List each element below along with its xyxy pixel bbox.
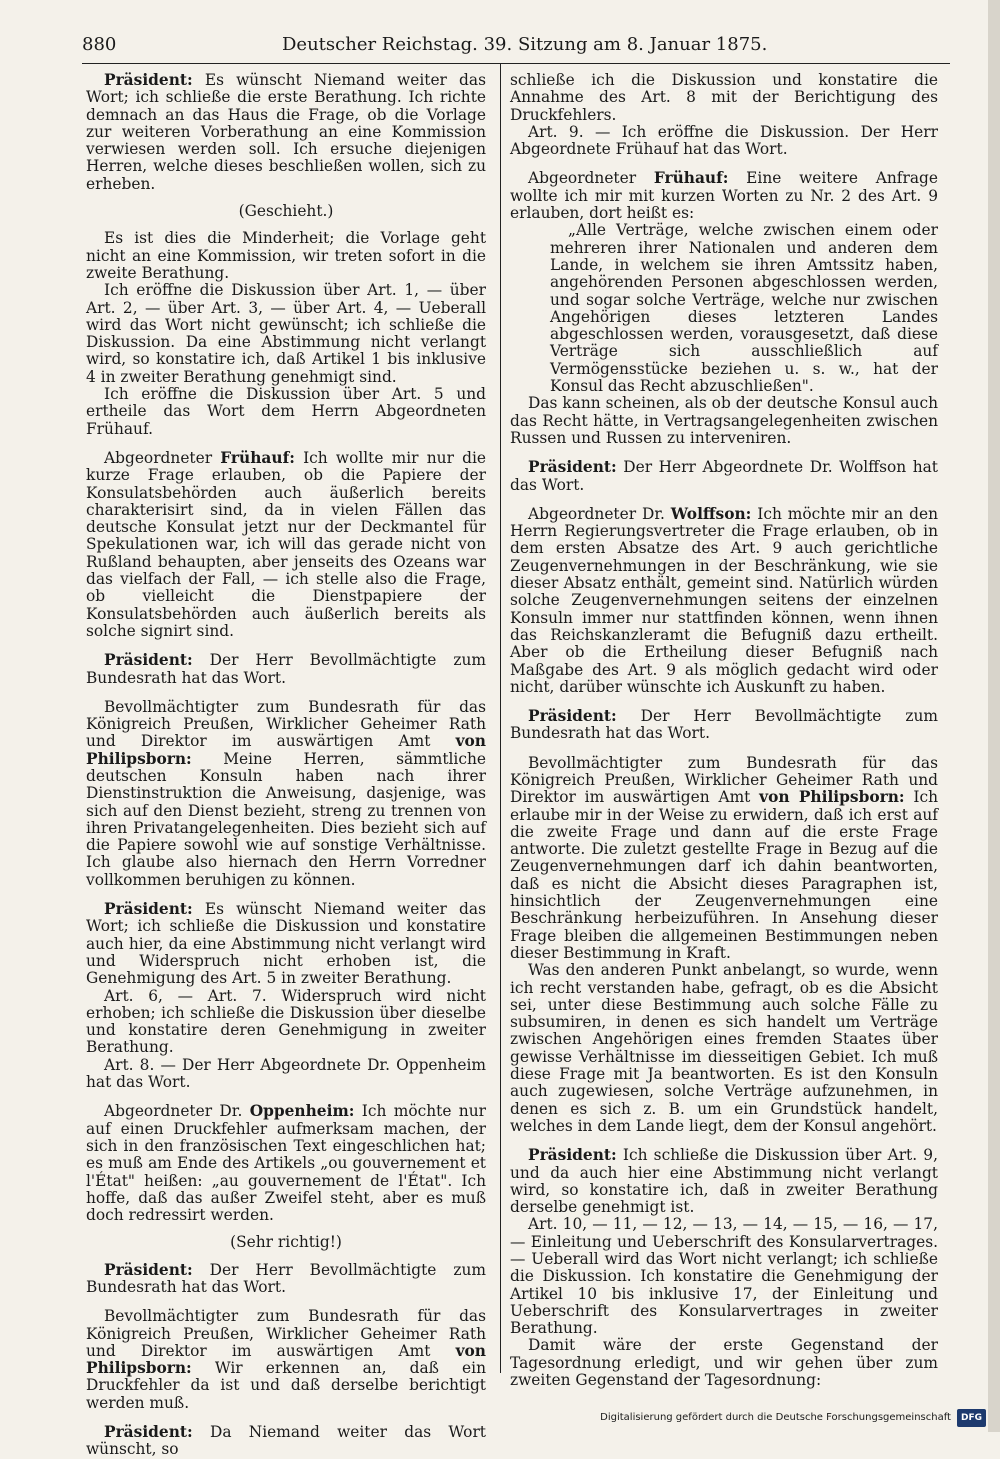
right-column	[510, 72, 938, 1389]
paragraph: Es ist dies die Minderheit; die Vorlage geht nicht an eine Kommission, wir treten sofort in die zweite Berathung.	[86, 229, 486, 282]
paragraph: Ich eröffne die Diskussion über Art. 1, — über Art. 2, — über Art. 3, — über Art. 4, — Ueberall wird das Wort nicht gewünscht; ich schließe die Diskussion. Da eine Abstimmung nicht verlangt wird, so konstatire ich, daß Artikel 1 bis inklusive 4 in zweiter Berathung genehmigt sind.	[86, 281, 486, 386]
paragraph: Präsident: Der Herr Bevollmächtigte zum Bundesrath hat das Wort.	[510, 707, 938, 743]
paragraph: Präsident: Ich schließe die Diskussion über Art. 9, und da auch hier eine Abstimmung nicht verlangt wird, so konstatire ich, daß in zweiter Berathung derselbe genehmigt ist.	[510, 1146, 938, 1217]
page-header	[82, 30, 768, 60]
paragraph: Abgeordneter Frühauf: Ich wollte mir nur die kurze Frage erlauben, ob die Papiere der Konsulatsbehörden auch äußerlich bereits charakterisirt sind, da in vielen Fällen das deutsche Konsulat jetzt nur der Deckmantel für Spekulationen war, ich will das gerade nicht von Rußland behaupten, aber jenseits des Ozeans war das vielfach der Fall, — ich stelle also die Frage, ob vielleicht die Dienstpapiere der Konsulatsbehörden auch äußerlich bereits als solche signirt sind.	[86, 448, 487, 640]
paragraph: Bevollmächtigter zum Bundesrath für das Königreich Preußen, Wirklicher Geheimer Rath und Direktor im auswärtigen Amt von Philipsborn: Meine Herren, sämmtliche deutschen Konsuln haben nach ihrer Dienstinstruktion die Anweisung, dasjenige, was sich auf den Dienst bezieht, streng zu trennen von ihren Privatangelegenheiten. Dies bezieht sich auf die Papiere sowohl wie auf sonstige Verhältnisse. Ich glaube also hiernach den Herrn Vorredner vollkommen beruhigen zu können.	[86, 697, 486, 889]
speaker: Wolffson:	[670, 504, 752, 523]
speaker: Präsident:	[528, 458, 617, 477]
running-title: Deutscher Reichstag. 39. Sitzung am 8. Januar 1875.	[282, 34, 768, 55]
speaker: Präsident:	[104, 1260, 193, 1279]
header-rule	[82, 63, 950, 64]
paragraph: schließe ich die Diskussion und konstatire die Annahme des Art. 8 mit der Berichtigung des Druckfehlers.	[510, 71, 938, 124]
paragraph: Präsident: Es wünscht Niemand weiter das Wort; ich schließe die erste Berathung. Ich richte demnach an das Haus die Frage, ob die Vorlage zur weiteren Vorberathung an eine Kommission verwiesen werden soll. Ich ersuche diejenigen Herren, welche dieses beschließen wollen, sich zu erheben.	[86, 71, 486, 193]
paragraph: Präsident: Da Niemand weiter das Wort wünscht, so	[86, 1423, 486, 1459]
page-number: 880	[82, 34, 117, 55]
paragraph: Ich eröffne die Diskussion über Art. 5 und ertheile das Wort dem Herrn Abgeordneten Frühauf.	[86, 385, 486, 438]
paragraph: Bevollmächtigter zum Bundesrath für das Königreich Preußen, Wirklicher Geheimer Rath und Direktor im auswärtigen Amt von Philipsborn: Ich erlaube mir in der Weise zu erwidern, daß ich erst auf die zweite Frage und dann auf die erste Frage antworte. Die zuletzt gestellte Frage in Bezug auf die Zeugenvernehmungen darf ich dahin beantworten, daß es nicht die Absicht dieses Paragraphen ist, hinsichtlich der Zeugenvernehmungen eine Beschränkung herbeizuführen. In Ansehung dieser Frage bleiben die allgemeinen Bestimmungen neben dieser Bestimmung in Kraft.	[510, 753, 938, 962]
paragraph: Präsident: Der Herr Bevollmächtigte zum Bundesrath hat das Wort.	[86, 651, 486, 687]
speaker: Präsident:	[104, 1423, 193, 1442]
paragraph: Was den anderen Punkt anbelangt, so wurde, wenn ich recht verstanden habe, gefragt, ob es die Absicht sei, unter diese Bestimmung auch solche Fälle zu subsumiren, in denen es sich handelt um Verträge zwischen Angehörigen eines fremden Staates über gewisse Verhältnisse im diesseitigen Gebiet. Ich muß diese Frage mit Ja beantworten. Es ist den Konsuln auch zugewiesen, solche Verträge aufzunehmen, in denen es sich z. B. um ein Grundstück handelt, welches in dem Lande liegt, dem der Konsul angehört.	[510, 961, 938, 1135]
paragraph: Art. 6, — Art. 7. Widerspruch wird nicht erhoben; ich schließe die Diskussion über dieselbe und konstatire deren Genehmigung in zweiter Berathung.	[86, 986, 486, 1057]
speaker: Frühauf:	[653, 169, 729, 188]
speaker: von Philipsborn:	[86, 732, 486, 768]
speaker: Präsident:	[104, 900, 193, 919]
paragraph: Abgeordneter Dr. Oppenheim: Ich möchte nur auf einen Druckfehler aufmerksam machen, der sich in den französischen Text eingeschlichen hat; es muß am Ende des Artikels „ou gouvernement et l'État" heißen: „au gouvernement de l'État". Ich hoffe, daß das außer Zweifel steht, aber es muß doch redressirt werden.	[86, 1102, 486, 1225]
footer	[600, 1410, 986, 1426]
left-column	[86, 72, 486, 1459]
paragraph: Abgeordneter Dr. Wolffson: Ich möchte mir an den Herrn Regierungsvertreter die Frage erlauben, ob in dem ersten Absatze des Art. 9 auch gerichtliche Zeugenvernehmungen in der Beschränkung, wie sie dieser Absatz enthält, gemeint sind. Natürlich würden solche Zeugenvernehmungen seitens der einzelnen Konsuln immer nur stattfinden können, wenn ihnen das Reichskanzleramt die Befugniß dazu ertheilt. Aber ob die Ertheilung dieser Befugniß nach Maßgabe des Art. 9 als möglich gedacht wird oder nicht, darüber wünschte ich Auskunft zu haben.	[510, 504, 938, 696]
speaker: von Philipsborn:	[86, 1341, 486, 1378]
quotation: „Alle Verträge, welche zwischen einem oder mehreren ihrer Nationalen und anderen dem Lande, in welchem sie ihren Amtssitz haben, angehörenden Personen abgeschlossen werden, und sogar solche Verträge, welche nur zwischen Angehörigen dieses letzteren Landes abgeschlossen werden, vorausgesetzt, daß diese Verträge sich ausschließlich auf Vermögensstücke beziehen u. s. w., hat der Konsul das Recht abzuschließen".	[550, 221, 938, 396]
paragraph: Art. 8. — Der Herr Abgeordnete Dr. Oppenheim hat das Wort.	[86, 1055, 486, 1092]
dfg-logo-icon: DFG	[957, 1409, 986, 1427]
speaker: Präsident:	[528, 707, 617, 726]
paragraph: Präsident: Es wünscht Niemand weiter das Wort; ich schließe die Diskussion und konstatire auch hier, da eine Abstimmung nicht verlangt wird und Widerspruch nicht erhoben ist, die Genehmigung des Art. 5 in zweiter Berathung.	[86, 900, 486, 988]
paragraph: Art. 10, — 11, — 12, — 13, — 14, — 15, — 16, — 17, — Einleitung und Ueberschrift des Konsularvertrages. — Ueberall wird das Wort nicht verlangt; ich schließe die Diskussion. Ich konstatire die Genehmigung der Artikel 10 bis inklusive 17, der Einleitung und Ueberschrift des Konsularvertrages in zweiter Berathung.	[510, 1215, 938, 1338]
scan-edge	[988, 0, 1000, 1432]
paragraph: Abgeordneter Frühauf: Eine weitere Anfrage wollte ich mir mit kurzen Worten zu Nr. 2 des Art. 9 erlauben, dort heißt es:	[510, 169, 938, 223]
paragraph: Bevollmächtigter zum Bundesrath für das Königreich Preußen, Wirklicher Geheimer Rath und Direktor im auswärtigen Amt von Philipsborn: Wir erkennen an, daß ein Druckfehler da ist und daß derselbe berichtigt werden muß.	[86, 1307, 486, 1412]
stage-direction: (Geschieht.)	[238, 202, 334, 221]
stage-direction: (Sehr richtig!)	[230, 1233, 342, 1252]
speaker: Oppenheim:	[249, 1102, 355, 1121]
speaker: von Philipsborn:	[759, 788, 905, 807]
speaker: Präsident:	[104, 651, 193, 670]
speaker: Präsident:	[528, 1146, 617, 1165]
funding-credit: Digitalisierung gefördert durch die Deutsche Forschungsgemeinschaft	[600, 1412, 951, 1423]
paragraph: Präsident: Der Herr Bevollmächtigte zum Bundesrath hat das Wort.	[86, 1260, 486, 1296]
paragraph: Das kann scheinen, als ob der deutsche Konsul auch das Recht hätte, in Vertragsangelegenheiten zwischen Russen und Russen zu interveniren.	[510, 394, 938, 447]
paragraph: Damit wäre der erste Gegenstand der Tagesordnung erledigt, und wir gehen über zum zweiten Gegenstand der Tagesordnung:	[510, 1336, 938, 1390]
speaker: Präsident:	[104, 71, 193, 89]
speaker: Frühauf:	[220, 448, 295, 467]
column-divider	[500, 63, 501, 1373]
paragraph: Präsident: Der Herr Abgeordnete Dr. Wolffson hat das Wort.	[510, 458, 938, 494]
paragraph: Art. 9. — Ich eröffne die Diskussion. Der Herr Abgeordnete Frühauf hat das Wort.	[510, 122, 938, 159]
